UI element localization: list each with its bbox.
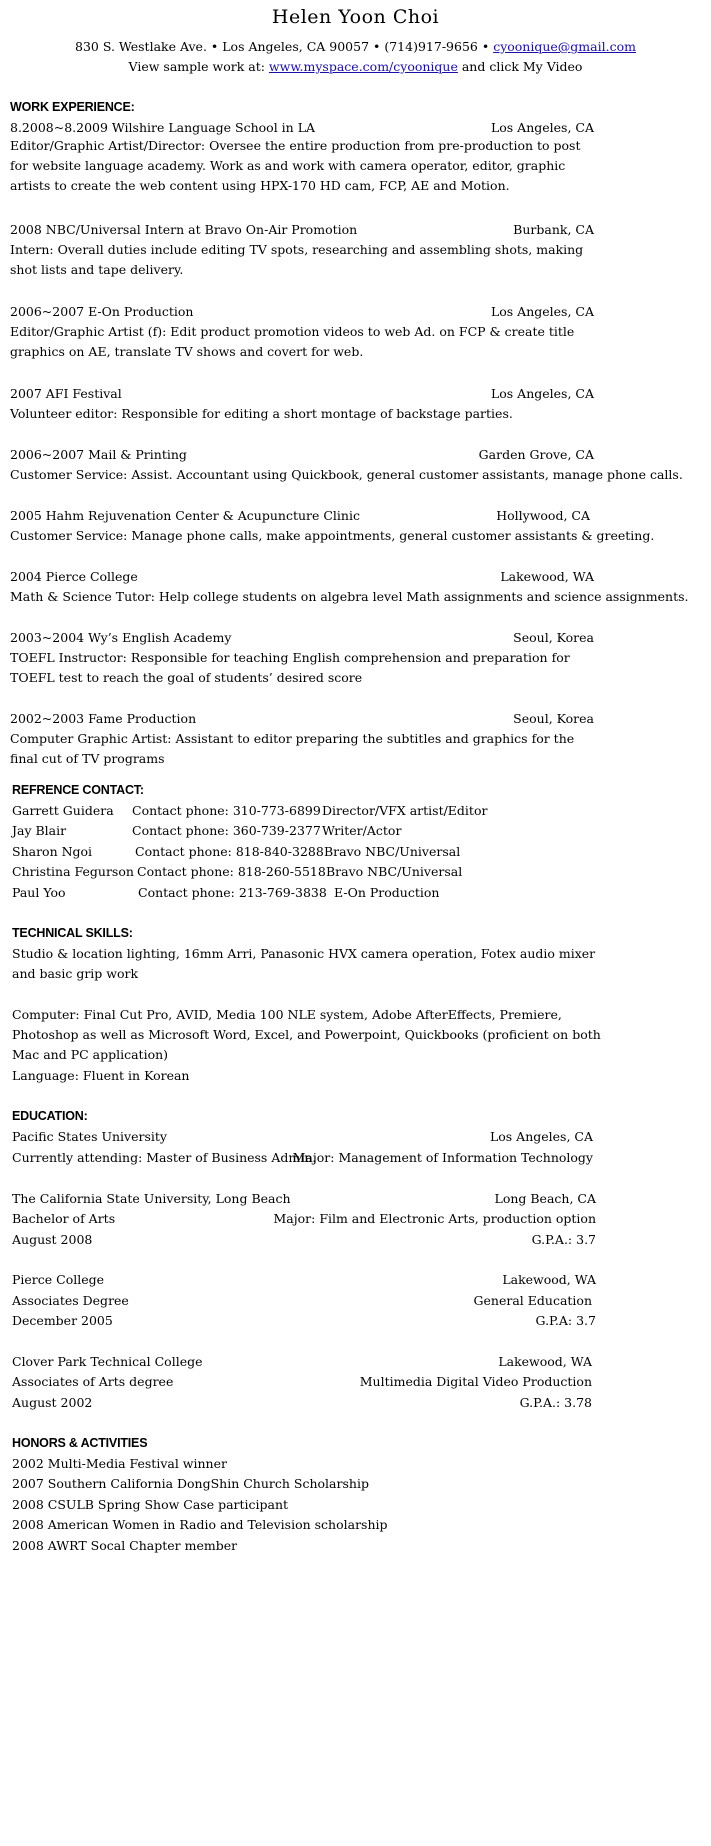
work-item-header [10, 709, 594, 729]
sample-work-line [0, 58, 711, 76]
work-item-title: 2006~2007 E-On Production [10, 304, 194, 319]
degree-text: Associates Degree [12, 1293, 129, 1308]
email-link[interactable]: cyoonique@gmail.com [493, 39, 636, 54]
work-item-location: Hollywood, CA [496, 508, 590, 523]
work-item-description: Computer Graphic Artist: Assistant to editor preparing the subtitles and graphics for the final cut of TV programs [10, 731, 575, 766]
reference-heading: REFRENCE CONTACT: [12, 783, 144, 797]
honor-item: 2008 AWRT Socal Chapter member [12, 1538, 238, 1553]
gpa-text: G.P.A.: 3.78 [519, 1395, 592, 1410]
major-text: Major: Management of Information Technology [292, 1150, 593, 1165]
education-row [12, 1352, 592, 1372]
honor-item: 2007 Southern California DongShin Church Scholarship [12, 1476, 369, 1491]
work-item-header [10, 445, 594, 465]
reference-role: Bravo NBC/Universal [324, 844, 461, 859]
reference-role: Director/VFX artist/Editor [322, 803, 488, 818]
work-item-header [10, 506, 590, 526]
reference-phone: Contact phone: 360-739-2377 [132, 823, 321, 838]
education-row [12, 1127, 593, 1147]
work-item-location: Lakewood, WA [500, 569, 594, 584]
reference-phone: Contact phone: 213-769-3838 [138, 885, 327, 900]
work-item-location: Garden Grove, CA [478, 447, 594, 462]
work-item-description: Editor/Graphic Artist/Director: Oversee the entire production from pre-production to post for website language academy. Work as and work with camera operator, editor, graphic artists to create the web content using HPX-170 HD cam, FCP, AE and Motion. [10, 138, 581, 193]
work-item-description: Math & Science Tutor: Help college students on algebra level Math assignments and science assignments. [10, 589, 689, 604]
work-item-description: Intern: Overall duties include editing TV spots, researching and assembling shots, making shot lists and tape delivery. [10, 242, 584, 277]
work-item-header [10, 567, 594, 587]
reference-name: Jay Blair [12, 823, 67, 838]
reference-role: Bravo NBC/Universal [326, 864, 463, 879]
work-item-header [10, 302, 594, 322]
education-row [12, 1148, 593, 1168]
work-item-title: 2007 AFI Festival [10, 386, 122, 401]
work-item-header [10, 118, 594, 138]
skills-computer: Computer: Final Cut Pro, AVID, Media 100 NLE system, Adobe AfterEffects, Premiere, Photoshop as well as Microsoft Word, Excel, and Powerpoint, Quickbooks (proficient on both Mac and PC application) [12, 1007, 601, 1062]
school-name: Pierce College [12, 1272, 105, 1287]
reference-phone: Contact phone: 818-260-5518 [137, 864, 326, 879]
work-item-location: Burbank, CA [513, 222, 594, 237]
sample-work-suffix: and click My Video [461, 59, 583, 74]
reference-role: E-On Production [334, 885, 440, 900]
sample-work-label: View sample work at: [128, 59, 265, 74]
education-row [12, 1372, 592, 1392]
education-row [12, 1270, 596, 1290]
degree-text: Bachelor of Arts [12, 1211, 116, 1226]
school-name: Clover Park Technical College [12, 1354, 203, 1369]
work-item-description: Customer Service: Assist. Accountant using Quickbook, general customer assistants, manage phone calls. [10, 467, 683, 482]
work-item-title: 2003~2004 Wy’s English Academy [10, 630, 232, 645]
work-experience-heading: WORK EXPERIENCE: [10, 100, 135, 114]
work-item-description: Customer Service: Manage phone calls, make appointments, general customer assistants & greeting. [10, 528, 655, 543]
skills-language: Language: Fluent in Korean [12, 1068, 190, 1083]
education-row [12, 1291, 592, 1311]
work-item-description: Editor/Graphic Artist (f): Edit product promotion videos to web Ad. on FCP & create title graphics on AE, translate TV shows and covert for web. [10, 324, 575, 359]
sample-work-link[interactable]: www.myspace.com/cyoonique [268, 59, 458, 74]
school-location: Lakewood, WA [498, 1354, 592, 1369]
major-text: Major: Film and Electronic Arts, production option [273, 1211, 596, 1226]
contact-line [0, 38, 711, 56]
work-item-title: 2005 Hahm Rejuvenation Center & Acupuncture Clinic [10, 508, 360, 523]
degree-text: Currently attending: Master of Business Admin. [12, 1150, 317, 1165]
work-item-title: 2006~2007 Mail & Printing [10, 447, 187, 462]
honors-heading: HONORS & ACTIVITIES [12, 1436, 148, 1450]
school-name: Pacific States University [12, 1129, 167, 1144]
work-item-description: Volunteer editor: Responsible for editing a short montage of backstage parties. [10, 406, 513, 421]
reference-phone: Contact phone: 818-840-3288 [135, 844, 324, 859]
reference-name: Garrett Guidera [12, 803, 114, 818]
school-location: Los Angeles, CA [489, 1129, 593, 1144]
school-name: The California State University, Long Beach [12, 1191, 291, 1206]
education-row [12, 1189, 596, 1209]
resume-name: Helen Yoon Choi [271, 6, 440, 28]
work-item-description: TOEFL Instructor: Responsible for teaching English comprehension and preparation for TOEFL test to reach the goal of students’ desired score [10, 650, 570, 685]
work-item-header [10, 628, 594, 648]
address-text: 830 S. Westlake Ave. • Los Angeles, CA 90057 • (714)917-9656 • [75, 39, 490, 54]
education-row [12, 1393, 592, 1413]
work-item-title: 2004 Pierce College [10, 569, 138, 584]
work-item-header [10, 384, 594, 404]
work-item-location: Los Angeles, CA [490, 304, 594, 319]
date-text: August 2008 [12, 1232, 93, 1247]
work-item-location: Seoul, Korea [513, 711, 594, 726]
reference-role: Writer/Actor [322, 823, 402, 838]
gpa-text: G.P.A.: 3.7 [531, 1232, 596, 1247]
date-text: December 2005 [12, 1313, 113, 1328]
education-row [12, 1230, 596, 1250]
reference-name: Paul Yoo [12, 885, 66, 900]
work-item-location: Los Angeles, CA [490, 120, 594, 135]
work-item-title: 2002~2003 Fame Production [10, 711, 197, 726]
school-location: Lakewood, WA [502, 1272, 596, 1287]
honor-item: 2008 American Women in Radio and Television scholarship [12, 1517, 388, 1532]
gpa-text: G.P.A: 3.7 [535, 1313, 596, 1328]
work-item-location: Seoul, Korea [513, 630, 594, 645]
major-text: Multimedia Digital Video Production [359, 1374, 592, 1389]
reference-name: Christina Fegurson [12, 864, 134, 879]
technical-skills-heading: TECHNICAL SKILLS: [12, 926, 133, 940]
education-heading: EDUCATION: [12, 1109, 88, 1123]
reference-name: Sharon Ngoi [12, 844, 93, 859]
work-item-title: 8.2008~8.2009 Wilshire Language School in LA [10, 120, 316, 135]
honor-item: 2008 CSULB Spring Show Case participant [12, 1497, 289, 1512]
education-row [12, 1311, 596, 1331]
skills-studio: Studio & location lighting, 16mm Arri, Panasonic HVX camera operation, Fotex audio mixer and basic grip work [12, 946, 596, 981]
reference-phone: Contact phone: 310-773-6899 [132, 803, 321, 818]
school-location: Long Beach, CA [494, 1191, 596, 1206]
major-text: General Education [473, 1293, 592, 1308]
work-item-location: Los Angeles, CA [490, 386, 594, 401]
date-text: August 2002 [12, 1395, 93, 1410]
degree-text: Associates of Arts degree [12, 1374, 174, 1389]
honor-item: 2002 Multi-Media Festival winner [12, 1456, 227, 1471]
education-row [12, 1209, 596, 1229]
work-item-header [10, 220, 594, 240]
work-item-title: 2008 NBC/Universal Intern at Bravo On-Air Promotion [10, 222, 358, 237]
